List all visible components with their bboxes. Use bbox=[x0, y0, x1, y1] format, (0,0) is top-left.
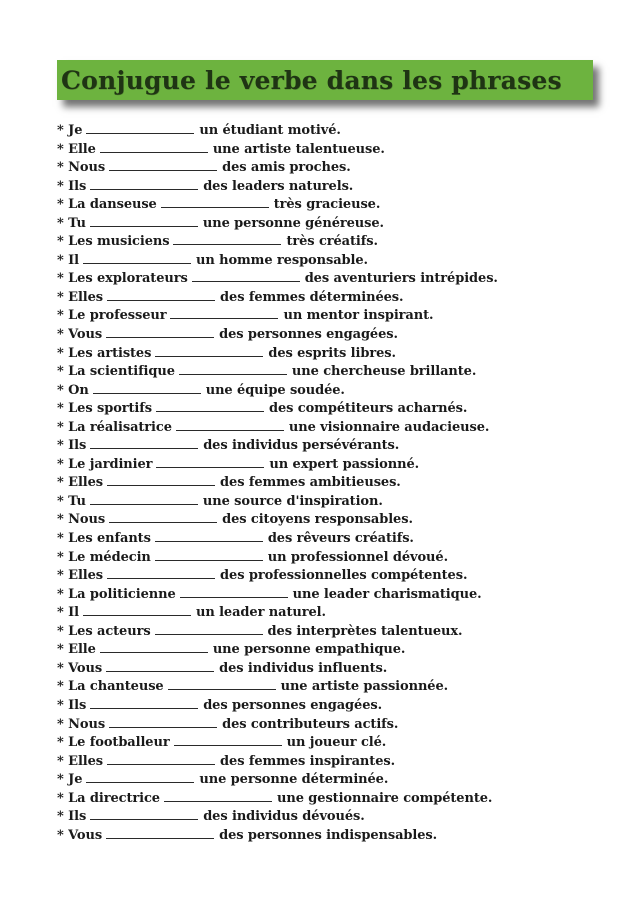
verb-blank[interactable] bbox=[155, 345, 263, 357]
verb-blank[interactable] bbox=[155, 549, 263, 561]
verb-blank[interactable] bbox=[93, 382, 201, 394]
verb-blank[interactable] bbox=[161, 196, 269, 208]
bullet-marker: * bbox=[57, 364, 64, 380]
verb-blank[interactable] bbox=[176, 419, 284, 431]
bullet-marker: * bbox=[57, 271, 64, 287]
verb-blank[interactable] bbox=[164, 790, 272, 802]
sentence-item bbox=[57, 122, 498, 141]
bullet-marker: * bbox=[57, 382, 64, 398]
sentence-ending: un expert passionné. bbox=[269, 456, 420, 472]
verb-blank[interactable] bbox=[90, 697, 198, 709]
verb-blank[interactable] bbox=[90, 215, 198, 227]
sentence-item bbox=[57, 697, 498, 716]
sentence-item bbox=[57, 400, 498, 419]
sentence-item bbox=[57, 141, 498, 160]
sentence-ending: un joueur clé. bbox=[286, 735, 387, 751]
sentence-ending: un mentor inspirant. bbox=[283, 308, 434, 324]
sentence-ending: des personnes engagées. bbox=[219, 327, 398, 343]
sentence-subject: Les acteurs bbox=[68, 623, 151, 639]
sentence-ending: un homme responsable. bbox=[195, 252, 368, 268]
sentence-ending: une artiste passionnée. bbox=[280, 679, 449, 695]
sentence-item bbox=[57, 771, 498, 790]
sentence-item bbox=[57, 456, 498, 475]
bullet-marker: * bbox=[57, 401, 64, 417]
verb-blank[interactable] bbox=[86, 771, 194, 783]
sentence-ending: une visionnaire audacieuse. bbox=[288, 419, 490, 435]
worksheet-title: Conjugue le verbe dans les phrases bbox=[61, 65, 562, 95]
sentence-subject: On bbox=[68, 382, 89, 398]
bullet-marker: * bbox=[57, 327, 64, 343]
sentence-subject: Les explorateurs bbox=[68, 271, 188, 287]
verb-blank[interactable] bbox=[86, 122, 194, 134]
verb-blank[interactable] bbox=[107, 753, 215, 765]
sentence-item bbox=[57, 196, 498, 215]
verb-blank[interactable] bbox=[168, 678, 276, 690]
sentence-item bbox=[57, 307, 498, 326]
sentence-ending: une chercheuse brillante. bbox=[291, 364, 477, 380]
sentence-list bbox=[57, 122, 498, 845]
sentence-ending: des interprètes talentueux. bbox=[267, 623, 463, 639]
bullet-marker: * bbox=[57, 716, 64, 732]
sentence-ending: des contributeurs actifs. bbox=[222, 716, 399, 732]
sentence-subject: Le jardinier bbox=[68, 456, 153, 472]
bullet-marker: * bbox=[57, 827, 64, 843]
bullet-marker: * bbox=[57, 568, 64, 584]
sentence-item bbox=[57, 753, 498, 772]
sentence-subject: Ils bbox=[68, 178, 87, 194]
sentence-ending: une équipe soudée. bbox=[205, 382, 345, 398]
bullet-marker: * bbox=[57, 197, 64, 213]
sentence-ending: des femmes inspirantes. bbox=[220, 753, 396, 769]
sentence-subject: Nous bbox=[68, 512, 106, 528]
verb-blank[interactable] bbox=[173, 233, 281, 245]
sentence-ending: des personnes indispensables. bbox=[219, 827, 438, 843]
sentence-item bbox=[57, 215, 498, 234]
bullet-marker: * bbox=[57, 160, 64, 176]
sentence-item bbox=[57, 716, 498, 735]
verb-blank[interactable] bbox=[106, 660, 214, 672]
bullet-marker: * bbox=[57, 697, 64, 713]
sentence-subject: Elle bbox=[68, 141, 96, 157]
bullet-marker: * bbox=[57, 642, 64, 658]
verb-blank[interactable] bbox=[180, 586, 288, 598]
sentence-ending: des citoyens responsables. bbox=[222, 512, 413, 528]
sentence-item bbox=[57, 660, 498, 679]
sentence-ending: des compétiteurs acharnés. bbox=[268, 401, 468, 417]
sentence-subject: Nous bbox=[68, 160, 106, 176]
bullet-marker: * bbox=[57, 438, 64, 454]
sentence-subject: Elles bbox=[68, 475, 104, 491]
sentence-subject: Le footballeur bbox=[68, 735, 170, 751]
bullet-marker: * bbox=[57, 605, 64, 621]
sentence-ending: une source d'inspiration. bbox=[202, 493, 383, 509]
verb-blank[interactable] bbox=[156, 456, 264, 468]
bullet-marker: * bbox=[57, 549, 64, 565]
sentence-subject: Elles bbox=[68, 753, 104, 769]
verb-blank[interactable] bbox=[100, 641, 208, 653]
verb-blank[interactable] bbox=[109, 716, 217, 728]
bullet-marker: * bbox=[57, 215, 64, 231]
sentence-subject: Les sportifs bbox=[68, 401, 152, 417]
sentence-subject: Ils bbox=[68, 438, 87, 454]
sentence-item bbox=[57, 808, 498, 827]
verb-blank[interactable] bbox=[174, 734, 282, 746]
bullet-marker: * bbox=[57, 493, 64, 509]
sentence-item bbox=[57, 178, 498, 197]
sentence-ending: une artiste talentueuse. bbox=[212, 141, 385, 157]
verb-blank[interactable] bbox=[83, 252, 191, 264]
sentence-subject: Ils bbox=[68, 697, 87, 713]
bullet-marker: * bbox=[57, 252, 64, 268]
sentence-item bbox=[57, 549, 498, 568]
sentence-ending: des amis proches. bbox=[222, 160, 351, 176]
sentence-item bbox=[57, 289, 498, 308]
sentence-item bbox=[57, 604, 498, 623]
bullet-marker: * bbox=[57, 679, 64, 695]
bullet-marker: * bbox=[57, 772, 64, 788]
verb-blank[interactable] bbox=[107, 474, 215, 486]
sentence-ending: des leaders naturels. bbox=[203, 178, 354, 194]
sentence-subject: Je bbox=[68, 123, 83, 138]
sentence-subject: Je bbox=[68, 772, 83, 788]
verb-blank[interactable] bbox=[192, 270, 300, 282]
bullet-marker: * bbox=[57, 419, 64, 435]
sentence-subject: Il bbox=[68, 252, 79, 268]
sentence-subject: Il bbox=[68, 605, 79, 621]
bullet-marker: * bbox=[57, 512, 64, 528]
verb-blank[interactable] bbox=[109, 159, 217, 171]
sentence-item bbox=[57, 511, 498, 530]
sentence-subject: Tu bbox=[68, 493, 86, 509]
title-banner bbox=[57, 60, 593, 100]
sentence-item bbox=[57, 345, 498, 364]
verb-blank[interactable] bbox=[170, 307, 278, 319]
verb-blank[interactable] bbox=[90, 808, 198, 820]
sentence-ending: très créatifs. bbox=[286, 234, 378, 250]
sentence-subject: Vous bbox=[68, 660, 103, 676]
sentence-ending: une leader charismatique. bbox=[292, 586, 482, 602]
bullet-marker: * bbox=[57, 623, 64, 639]
bullet-marker: * bbox=[57, 234, 64, 250]
sentence-ending: une personne généreuse. bbox=[202, 215, 384, 231]
sentence-item bbox=[57, 419, 498, 438]
sentence-item bbox=[57, 586, 498, 605]
sentence-ending: des esprits libres. bbox=[268, 345, 396, 361]
sentence-subject: La danseuse bbox=[68, 197, 157, 213]
bullet-marker: * bbox=[57, 308, 64, 324]
sentence-ending: une personne déterminée. bbox=[199, 772, 389, 788]
verb-blank[interactable] bbox=[90, 178, 198, 190]
sentence-item bbox=[57, 641, 498, 660]
sentence-subject: Les musiciens bbox=[68, 234, 170, 250]
bullet-marker: * bbox=[57, 753, 64, 769]
bullet-marker: * bbox=[57, 289, 64, 305]
sentence-item bbox=[57, 623, 498, 642]
sentence-item bbox=[57, 678, 498, 697]
bullet-marker: * bbox=[57, 123, 64, 138]
sentence-item bbox=[57, 252, 498, 271]
sentence-ending: des personnes engagées. bbox=[203, 697, 383, 713]
sentence-item bbox=[57, 233, 498, 252]
sentence-subject: Elle bbox=[68, 642, 96, 658]
sentence-subject: Vous bbox=[68, 827, 103, 843]
sentence-ending: des individus influents. bbox=[219, 660, 388, 676]
verb-blank[interactable] bbox=[107, 289, 215, 301]
sentence-subject: Ils bbox=[68, 809, 87, 825]
sentence-ending: un professionnel dévoué. bbox=[267, 549, 449, 565]
bullet-marker: * bbox=[57, 531, 64, 547]
sentence-subject: Nous bbox=[68, 716, 106, 732]
sentence-item bbox=[57, 363, 498, 382]
sentence-subject: Vous bbox=[68, 327, 103, 343]
sentence-item bbox=[57, 437, 498, 456]
bullet-marker: * bbox=[57, 141, 64, 157]
sentence-ending: des individus dévoués. bbox=[203, 809, 365, 825]
sentence-ending: des aventuriers intrépides. bbox=[304, 271, 498, 287]
verb-blank[interactable] bbox=[90, 493, 198, 505]
sentence-ending: très gracieuse. bbox=[273, 197, 381, 213]
bullet-marker: * bbox=[57, 790, 64, 806]
sentence-ending: des femmes ambitieuses. bbox=[220, 475, 401, 491]
bullet-marker: * bbox=[57, 660, 64, 676]
sentence-item bbox=[57, 474, 498, 493]
sentence-item bbox=[57, 530, 498, 549]
sentence-subject: La chanteuse bbox=[68, 679, 164, 695]
sentence-ending: des rêveurs créatifs. bbox=[267, 531, 414, 547]
verb-blank[interactable] bbox=[106, 326, 214, 338]
sentence-ending: des individus persévérants. bbox=[203, 438, 400, 454]
sentence-ending: une gestionnaire compétente. bbox=[276, 790, 493, 806]
verb-blank[interactable] bbox=[83, 604, 191, 616]
sentence-item bbox=[57, 734, 498, 753]
sentence-ending: des professionnelles compétentes. bbox=[220, 568, 468, 584]
sentence-ending: un leader naturel. bbox=[195, 605, 326, 621]
verb-blank[interactable] bbox=[155, 623, 263, 635]
sentence-subject: La scientifique bbox=[68, 364, 175, 380]
sentence-subject: Le médecin bbox=[68, 549, 151, 565]
sentence-subject: Les artistes bbox=[68, 345, 152, 361]
sentence-subject: La réalisatrice bbox=[68, 419, 172, 435]
sentence-subject: Elles bbox=[68, 289, 104, 305]
bullet-marker: * bbox=[57, 809, 64, 825]
sentence-item bbox=[57, 270, 498, 289]
verb-blank[interactable] bbox=[100, 141, 208, 153]
sentence-ending: une personne empathique. bbox=[212, 642, 406, 658]
verb-blank[interactable] bbox=[156, 400, 264, 412]
bullet-marker: * bbox=[57, 586, 64, 602]
sentence-subject: Le professeur bbox=[68, 308, 167, 324]
verb-blank[interactable] bbox=[90, 437, 198, 449]
sentence-item bbox=[57, 827, 498, 846]
bullet-marker: * bbox=[57, 178, 64, 194]
sentence-ending: un étudiant motivé. bbox=[199, 123, 341, 138]
verb-blank[interactable] bbox=[179, 363, 287, 375]
sentence-item bbox=[57, 159, 498, 178]
verb-blank[interactable] bbox=[155, 530, 263, 542]
verb-blank[interactable] bbox=[109, 511, 217, 523]
sentence-subject: Les enfants bbox=[68, 531, 151, 547]
bullet-marker: * bbox=[57, 456, 64, 472]
sentence-subject: La directrice bbox=[68, 790, 160, 806]
sentence-item bbox=[57, 567, 498, 586]
verb-blank[interactable] bbox=[107, 567, 215, 579]
sentence-item bbox=[57, 790, 498, 809]
sentence-item bbox=[57, 382, 498, 401]
bullet-marker: * bbox=[57, 475, 64, 491]
sentence-item bbox=[57, 493, 498, 512]
bullet-marker: * bbox=[57, 345, 64, 361]
sentence-subject: Elles bbox=[68, 568, 104, 584]
sentence-ending: des femmes déterminées. bbox=[220, 289, 404, 305]
sentence-subject: Tu bbox=[68, 215, 86, 231]
sentence-subject: La politicienne bbox=[68, 586, 176, 602]
bullet-marker: * bbox=[57, 735, 64, 751]
verb-blank[interactable] bbox=[106, 827, 214, 839]
sentence-item bbox=[57, 326, 498, 345]
